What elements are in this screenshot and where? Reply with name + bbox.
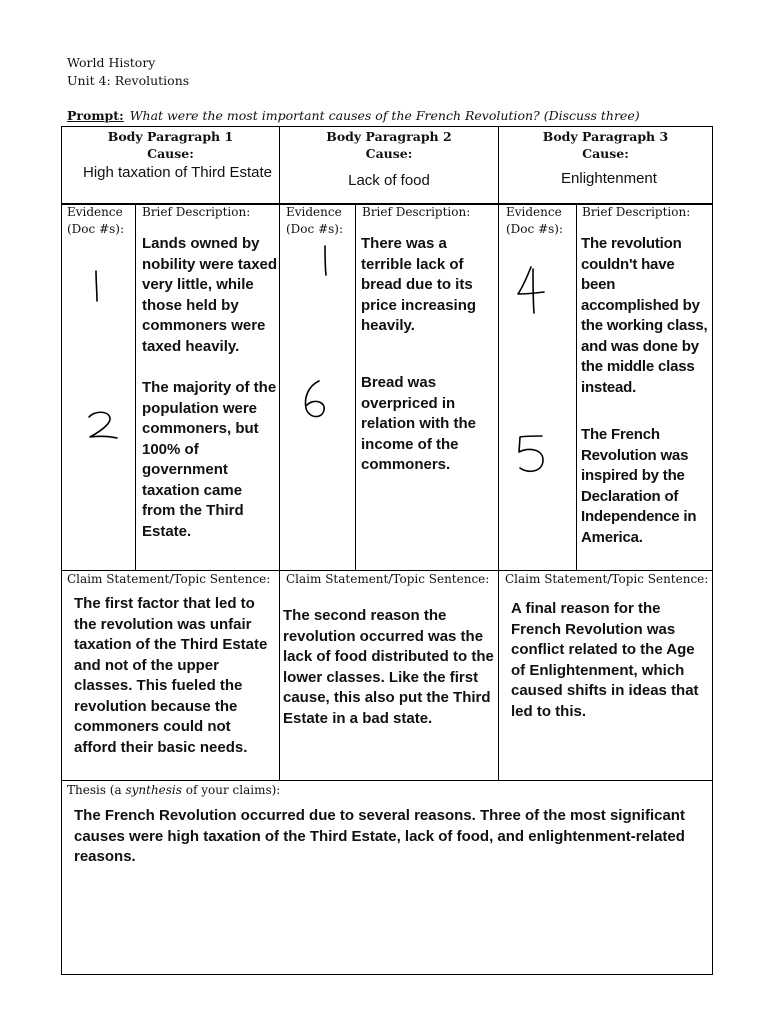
evidence-label-3: Evidence (Doc #s):	[506, 205, 563, 236]
evidence-desc-1b: The majority of the population were commoners, but 100% of government taxation came from the Third Estate.	[142, 379, 277, 540]
doc-number-1b	[84, 410, 120, 442]
evidence-label-2: Evidence (Doc #s):	[286, 205, 343, 236]
unit-title: Unit 4: Revolutions	[67, 73, 190, 88]
claim-label-1: Claim Statement/Topic Sentence:	[67, 572, 271, 586]
course-title: World History	[67, 55, 156, 70]
header-paragraph-3	[499, 128, 712, 162]
evidence-divider-1	[135, 204, 136, 571]
cause-text-2: Lack of food	[348, 172, 430, 189]
paragraph-title: Body Paragraph 1	[107, 129, 234, 144]
brief-label-3: Brief Description:	[582, 205, 691, 219]
cause-text-3: Enlightenment	[561, 170, 657, 187]
thesis-text: The French Revolution occurred due to several reasons. Three of the most significant causes were high taxation of the Third Estate, lack of food, and enlightenment-related reasons.	[74, 807, 685, 865]
evidence-divider-2	[355, 204, 356, 571]
claim-text-2: The second reason the revolution occurred was the lack of food distributed to the lower classes. Like the first cause, this also put the Third Estate in a bad state.	[283, 607, 494, 727]
table-border-right	[712, 126, 713, 975]
claim-label-2: Claim Statement/Topic Sentence:	[286, 572, 490, 586]
doc-number-3b	[516, 432, 548, 476]
evidence-label-1: Evidence (Doc #s):	[67, 205, 124, 236]
evidence-desc-2a: There was a terrible lack of bread due to its price increasing heavily.	[361, 235, 477, 334]
doc-number-2b	[300, 378, 332, 422]
col-divider-2	[498, 126, 499, 781]
thesis-label: Thesis (a synthesis of your claims):	[67, 783, 281, 797]
doc-number-2a	[317, 244, 333, 280]
prompt-label: Prompt:	[67, 108, 124, 123]
prompt	[67, 108, 640, 123]
doc-number-1a	[86, 268, 106, 308]
table-border-top	[61, 126, 713, 127]
evidence-divider-3	[576, 204, 577, 571]
header-paragraph-2	[280, 128, 498, 162]
row-divider-claim	[61, 780, 713, 781]
cause-text-1: High taxation of Third Estate	[83, 164, 272, 181]
prompt-question: What were the most important causes of the French Revolution? (Discuss three)	[129, 108, 640, 123]
evidence-desc-3b: The French Revolution was inspired by the Declaration of Independence in America.	[581, 426, 697, 546]
evidence-desc-1a: Lands owned by nobility were taxed very little, while those held by commoners were taxed heavily.	[142, 235, 278, 355]
claim-text-1: The first factor that led to the revolution was unfair taxation of the Third Estate and not of the upper classes. This fueled the revolution because the commoners could not afford their basic needs.	[74, 595, 268, 756]
table-border-left	[61, 126, 62, 975]
claim-text-3: A final reason for the French Revolution was conflict related to the Age of Enlightenment, which caused shifts in ideas that led to this.	[511, 600, 699, 720]
evidence-desc-3a: The revolution couldn't have been accomplished by the working class, and was done by the middle class instead.	[581, 235, 708, 396]
col-divider-1	[279, 126, 280, 781]
paragraph-title: Body Paragraph 2	[326, 129, 452, 144]
paragraph-title: Body Paragraph 3	[542, 129, 669, 144]
brief-label-1: Brief Description:	[142, 205, 251, 219]
document-header	[67, 54, 189, 90]
header-paragraph-1	[62, 128, 279, 162]
cause-label: Cause:	[582, 146, 629, 161]
claim-label-3: Claim Statement/Topic Sentence:	[505, 572, 709, 586]
cause-label: Cause:	[147, 146, 194, 161]
table-border-bottom	[61, 974, 713, 975]
doc-number-3a	[516, 264, 546, 316]
evidence-desc-2b: Bread was overpriced in relation with the income of the commoners.	[361, 374, 477, 473]
cause-label: Cause:	[365, 146, 413, 161]
brief-label-2: Brief Description:	[362, 205, 471, 219]
